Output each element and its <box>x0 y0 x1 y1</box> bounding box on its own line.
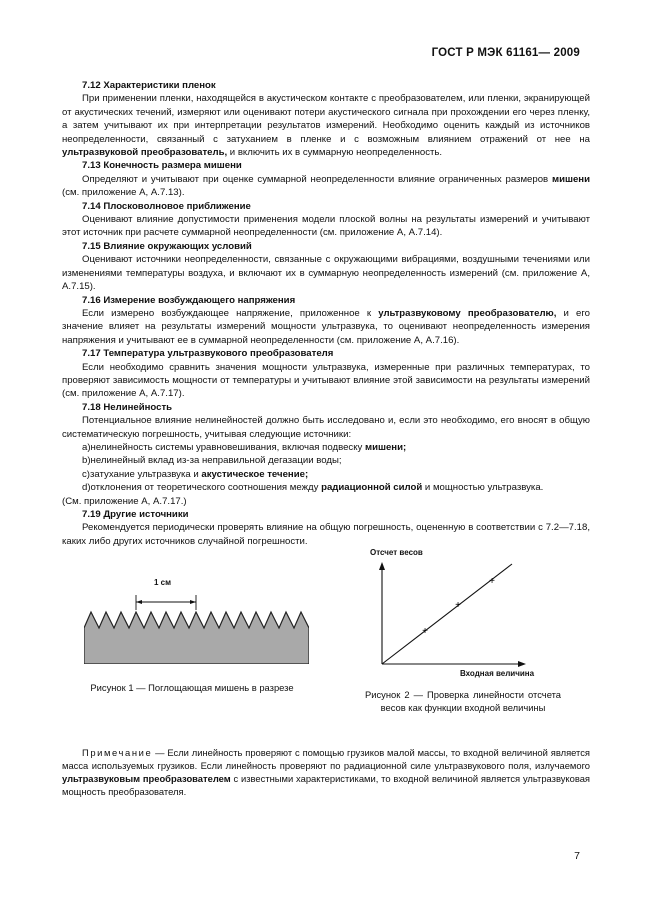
section-paragraph: Оценивают влияние допустимости применения модели плоской волны на результаты измерений и учитывают этот источник при расчете суммарной неопределенности (см. приложение А, А.7.14). <box>62 214 590 239</box>
section-heading: 7.16 Измерение возбуждающего напряжения <box>82 294 296 306</box>
section-paragraph: Определяют и учитывают при оценке суммарной неопределенности влияние ограниченных размеров мишени (см. приложение А, А.7.13). <box>62 173 590 199</box>
dimension-arrow-right <box>190 600 196 604</box>
section-paragraph: Если необходимо сравнить значения мощности ультразвука, измеренные при различных температурах, то проверяют зависимость мощности от температуры и учитывают влияние этой зависимости на результаты измерений (см. приложение А, А.7.17). <box>62 361 590 400</box>
section-heading: 7.14 Плосковолновое приближение <box>82 200 251 212</box>
section-7-13 <box>62 159 590 199</box>
target-profile <box>84 612 309 664</box>
section-7-12 <box>62 79 590 159</box>
note-label: Примечание <box>82 747 153 759</box>
section-paragraph: Если измерено возбуждающее напряжение, приложенное к ультразвуковому преобразователю, и его значение влияет на результаты измерений мощности ультразвука, то оценивают неопределенность измерения напряжения и учитывают ее в суммарной неопределенности (см. приложение А, А.7.16). <box>62 307 591 346</box>
section-paragraph: Рекомендуется периодически проверять влияние на общую погрешность, оцененную в соответствии с 7.2—7.18, каких либо других источников случайной погрешности. <box>62 522 590 547</box>
section-7-18 <box>62 401 590 508</box>
page-number: 7 <box>574 850 580 862</box>
figure-1 <box>84 578 309 664</box>
data-point-1: + <box>422 626 428 638</box>
dimension-label: 1 см <box>154 578 172 588</box>
section-7-16 <box>62 294 590 348</box>
section-7-15 <box>62 240 590 294</box>
list-item: c)затухание ультразвука и акустическое течение; <box>82 468 309 480</box>
document-header: ГОСТ Р МЭК 61161— 2009 <box>431 47 580 59</box>
section-heading: 7.13 Конечность размера мишени <box>82 160 242 172</box>
list-item: а)нелинейность системы уравновешивания, включая подвеску мишени; <box>82 441 407 453</box>
section-heading: 7.18 Нелинейность <box>82 401 173 413</box>
figure-1-caption: Рисунок 1 — Поглощающая мишень в разрезе <box>90 682 294 694</box>
linearity-graph <box>352 554 582 679</box>
section-7-17 <box>62 347 590 401</box>
section-heading: 7.15 Влияние окружающих условий <box>82 240 252 252</box>
section-paragraph: При применении пленки, находящейся в акустическом контакте с преобразователем, или пленки, экранирующей от акустических течений, измеряют или оценивают потери акустического сигнала при прохождении его через пленку, а затем учитывают их при интерпретации результатов измерений. Необходимо оценить каждый из источников неопределенности, связанный с затуханием в пленке и с возможным влиянием отражений от нее на ультразвуковой преобразователь, и включить их в суммарную неопределенность. <box>62 93 590 159</box>
section-heading: 7.19 Другие источники <box>82 509 189 520</box>
data-point-2: + <box>455 600 461 612</box>
section-heading: 7.12 Характеристики пленок <box>82 80 216 91</box>
figure-2-caption: Рисунок 2 — Проверка линейности отсчета весов как функции входной величины <box>365 689 561 713</box>
section-paragraph: Оценивают источники неопределенности, связанные с окружающими вибрациями, воздушными течениями или изменениями температуры воздуха, и включают их в суммарную неопределенность измерений (см. приложение А, А.7.15). <box>62 254 590 293</box>
list-item: d)отклонения от теоретического соотношения между радиационной силой и мощностью ультразвука. <box>82 482 544 494</box>
list-item: b)нелинейный вклад из-за неправильной дегазации воды; <box>82 455 342 467</box>
data-point-3: + <box>489 576 495 588</box>
section-paragraph: Потенциальное влияние нелинейностей должно быть исследовано и, если это необходимо, его вносят в общую систематическую погрешность, учитывая следующие источники: <box>62 415 590 440</box>
figures-row <box>62 548 590 736</box>
section-7-19 <box>62 508 590 548</box>
document-body <box>62 79 590 798</box>
annex-reference: (См. приложение А, А.7.17.) <box>62 495 187 507</box>
y-axis-arrow <box>379 562 385 570</box>
section-7-14 <box>62 200 590 240</box>
figure-2 <box>352 548 582 683</box>
section-heading: 7.17 Температура ультразвукового преобразователя <box>82 348 334 360</box>
note-paragraph: Примечание — Если линейность проверяют с помощью грузиков малой массы, то входной величиной является масса используемых грузиков. Если линейность проверяют по радиационной силе ультразвукового поля, излучаемого ультразвуковым преобразователем с известными характеристиками, то входной величиной является ультразвуковая мощность преобразователя. <box>62 747 591 798</box>
absorbing-target-drawing <box>84 592 309 664</box>
y-axis-label: Отсчет весов <box>370 548 423 558</box>
x-axis-label: Входная величина <box>460 669 535 679</box>
dimension-arrow-left <box>136 600 142 604</box>
